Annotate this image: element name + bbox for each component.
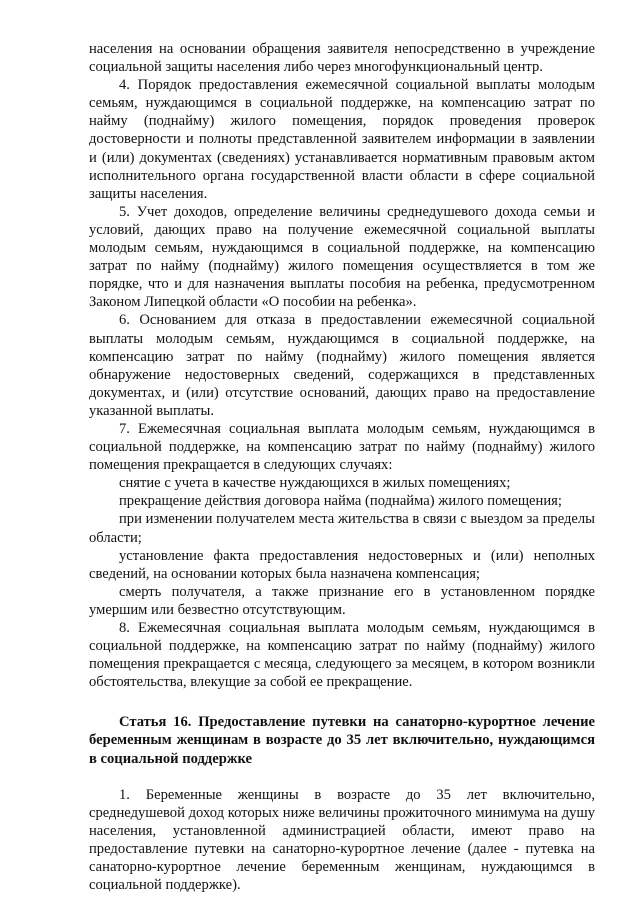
paragraph-item-7: 7. Ежемесячная социальная выплата молодым семьям, нуждающимся в социальной поддержке, на компенсацию затрат по найму (поднайму) жилого помещения прекращается в следующих случаях: [89, 420, 595, 474]
paragraph-item-8: 8. Ежемесячная социальная выплата молодым семьям, нуждающимся в социальной поддержке, на компенсацию затрат по найму (поднайму) жилого помещения прекращается с месяца, следующего за месяцем, в котором возникли обстоятельства, влекущие за собой ее прекращение. [89, 620, 595, 691]
list-item-relocation: при изменении получателем места жительства в связи с выездом за пределы области; [89, 511, 595, 546]
list-item-death: смерть получателя, а также признание его в установленном порядке умершим или безвестно отсутствующим. [89, 583, 595, 618]
paragraph-item-5: 5. Учет доходов, определение величины среднедушевого дохода семьи и условий, дающих право на получение ежемесячной социальной выплаты молодым семьям, нуждающимся в социальной поддержке, на компенсацию затрат по найму (поднайму) жилого помещения осуществляется в том же порядке, что и для назначения выплаты пособия на ребенка, предусмотренном Законом Липецкой области «О пособии на ребенка». [89, 203, 595, 311]
paragraph-item-4: 4. Порядок предоставления ежемесячной социальной выплаты молодым семьям, нуждающимся в социальной поддержке, на компенсацию затрат по найму (поднайму) жилого помещения, порядок проведения проверок достоверности и полноты представленной заявителем информации в заявлении и (или) документах (сведениях) устанавливается нормативным правовым актом исполнительного органа государственной власти области в сфере социальной защиты населения. [89, 77, 595, 202]
list-item-false-information: установление факта предоставления недостоверных и (или) неполных сведений, на основании которых была назначена компенсация; [89, 547, 595, 582]
article-16-paragraph-1: 1. Беременные женщины в возрасте до 35 лет включительно, среднедушевой доход которых ниже величины прожиточного минимума на душу населения, установленной администрацией области, имеют право на предоставление путевки на санаторно-курортное лечение (далее - путевка на санаторно-курортное лечение беременным женщинам, нуждающимся в социальной поддержке). [89, 786, 595, 894]
list-item-contract-termination: прекращение действия договора найма (поднайма) жилого помещения; [119, 493, 562, 510]
list-item-deregistration: снятие с учета в качестве нуждающихся в жилых помещениях; [119, 475, 511, 492]
paragraph-item-6: 6. Основанием для отказа в предоставлении ежемесячной социальной выплаты молодым семьям, нуждающимся в социальной поддержке, на компенсацию затрат по найму (поднайму) жилого помещения является обнаружение недостоверных сведений, содержащихся в представленных документах, и (или) отсутствие оснований, дающих право на предоставление указанной выплаты. [89, 312, 595, 419]
article-16-heading: Статья 16. Предоставление путевки на санаторно-курортное лечение беременным женщинам в возрасте до 35 лет включительно, нуждающимся в социальной поддержке [89, 714, 595, 767]
paragraph-continuation: населения на основании обращения заявителя непосредственно в учреждение социальной защиты населения либо через многофункциональный центр. [89, 41, 595, 76]
document-page [89, 40, 595, 894]
